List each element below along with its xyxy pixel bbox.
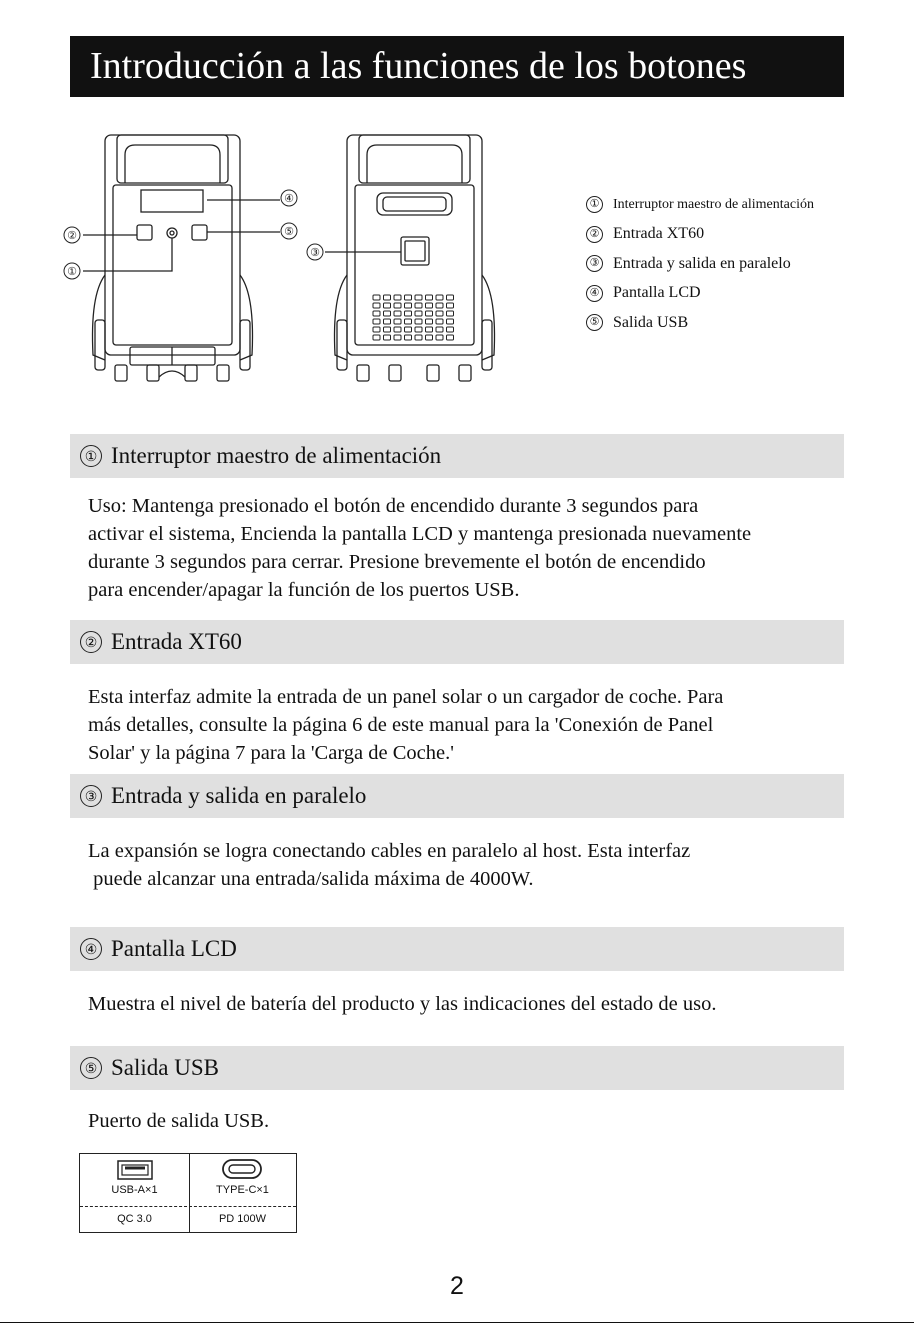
vent-slot bbox=[415, 319, 422, 324]
vent-slot bbox=[384, 319, 391, 324]
vent-grille bbox=[373, 295, 454, 340]
legend bbox=[586, 190, 814, 338]
callout-3: ③ bbox=[310, 247, 320, 259]
vent-slot bbox=[426, 335, 433, 340]
body-line: durante 3 segundos para cerrar. Presione brevemente el botón de encendido bbox=[88, 551, 706, 573]
vent-slot bbox=[447, 319, 454, 324]
body-line: Esta interfaz admite la entrada de un panel solar o un cargador de coche. Para bbox=[88, 686, 724, 708]
vent-slot bbox=[373, 303, 380, 308]
section-number: ① bbox=[80, 445, 102, 467]
vent-slot bbox=[415, 303, 422, 308]
legend-label: Interruptor maestro de alimentación bbox=[613, 196, 814, 212]
section-heading-xt60 bbox=[70, 620, 844, 664]
usb-a-icon bbox=[117, 1160, 153, 1180]
vent-slot bbox=[436, 335, 443, 340]
section-heading-parallel bbox=[70, 774, 844, 818]
legend-number: ⑤ bbox=[586, 314, 603, 331]
page-title: Introducción a las funciones de los botones bbox=[70, 36, 844, 97]
section-title: Salida USB bbox=[111, 1055, 219, 1080]
legend-item bbox=[586, 279, 814, 309]
vent-slot bbox=[415, 335, 422, 340]
vent-slot bbox=[415, 311, 422, 316]
section-number: ② bbox=[80, 631, 102, 653]
vent-slot bbox=[405, 327, 412, 332]
page-number: 2 bbox=[450, 1272, 464, 1300]
body-line: Uso: Mantenga presionado el botón de encendido durante 3 segundos para bbox=[88, 495, 699, 517]
vent-slot bbox=[384, 327, 391, 332]
usb-port-table bbox=[79, 1153, 297, 1233]
section-heading-usb bbox=[70, 1046, 844, 1090]
legend-number: ① bbox=[586, 196, 603, 213]
section-body-usb bbox=[88, 1107, 856, 1135]
vent-slot bbox=[436, 327, 443, 332]
legend-number: ③ bbox=[586, 255, 603, 272]
legend-item bbox=[586, 308, 814, 338]
vent-slot bbox=[426, 303, 433, 308]
usb-c-icon bbox=[222, 1159, 262, 1179]
legend-number: ④ bbox=[586, 285, 603, 302]
section-body-power-switch bbox=[88, 492, 856, 604]
vent-slot bbox=[405, 295, 412, 300]
product-diagram bbox=[55, 125, 515, 390]
legend-label: Salida USB bbox=[613, 313, 689, 331]
vent-slot bbox=[405, 335, 412, 340]
power-button bbox=[167, 228, 177, 238]
body-line: activar el sistema, Encienda la pantalla LCD y mantenga presionada nuevamente bbox=[88, 523, 752, 545]
usb-a-label: USB-A×1 bbox=[111, 1184, 158, 1196]
usb-a-spec: QC 3.0 bbox=[117, 1213, 152, 1225]
section-body-lcd bbox=[88, 990, 856, 1018]
vent-slot bbox=[447, 311, 454, 316]
section-title: Interruptor maestro de alimentación bbox=[111, 443, 442, 468]
legend-item bbox=[586, 220, 814, 250]
vent-slot bbox=[447, 295, 454, 300]
vent-slot bbox=[447, 303, 454, 308]
body-line: Muestra el nivel de batería del producto y las indicaciones del estado de uso. bbox=[88, 993, 717, 1015]
section-heading-lcd bbox=[70, 927, 844, 971]
body-line: para encender/apagar la función de los puertos USB. bbox=[88, 579, 520, 601]
legend-number: ② bbox=[586, 226, 603, 243]
vent-slot bbox=[384, 303, 391, 308]
callout-1: ① bbox=[67, 266, 77, 278]
vent-slot bbox=[394, 335, 401, 340]
vent-slot bbox=[405, 303, 412, 308]
usb-a-column bbox=[80, 1154, 190, 1232]
section-title: Entrada y salida en paralelo bbox=[111, 783, 367, 808]
usb-port bbox=[192, 225, 207, 240]
vent-slot bbox=[394, 319, 401, 324]
callout-5: ⑤ bbox=[284, 226, 294, 238]
vent-slot bbox=[447, 327, 454, 332]
body-line: más detalles, consulte la página 6 de este manual para la 'Conexión de Panel bbox=[88, 714, 714, 736]
vent-slot bbox=[426, 311, 433, 316]
vent-slot bbox=[373, 311, 380, 316]
section-number: ④ bbox=[80, 938, 102, 960]
section-body-parallel bbox=[88, 837, 856, 893]
table-divider bbox=[80, 1206, 296, 1207]
vent-slot bbox=[373, 295, 380, 300]
vent-slot bbox=[415, 327, 422, 332]
vent-slot bbox=[436, 295, 443, 300]
legend-label: Entrada y salida en paralelo bbox=[613, 254, 791, 272]
legend-label: Entrada XT60 bbox=[613, 225, 705, 243]
vent-slot bbox=[384, 311, 391, 316]
section-number: ③ bbox=[80, 785, 102, 807]
vent-slot bbox=[436, 303, 443, 308]
vent-slot bbox=[436, 319, 443, 324]
vent-slot bbox=[384, 335, 391, 340]
lcd-screen bbox=[141, 190, 203, 212]
section-number: ⑤ bbox=[80, 1057, 102, 1079]
usb-c-spec: PD 100W bbox=[218, 1213, 267, 1225]
vent-slot bbox=[426, 319, 433, 324]
legend-label: Pantalla LCD bbox=[613, 284, 701, 302]
usb-c-column bbox=[189, 1154, 296, 1232]
bottom-rule bbox=[0, 1322, 914, 1323]
xt60-port bbox=[137, 225, 152, 240]
vent-slot bbox=[373, 319, 380, 324]
body-line: Solar' y la página 7 para la 'Carga de Coche.' bbox=[88, 742, 454, 764]
legend-item bbox=[586, 190, 814, 220]
legend-item bbox=[586, 249, 814, 279]
vent-slot bbox=[447, 335, 454, 340]
vent-slot bbox=[426, 327, 433, 332]
vent-slot bbox=[436, 311, 443, 316]
vent-slot bbox=[405, 311, 412, 316]
section-heading-power-switch bbox=[70, 434, 844, 478]
body-line: puede alcanzar una entrada/salida máxima de 4000W. bbox=[88, 868, 534, 890]
section-title: Entrada XT60 bbox=[111, 629, 242, 654]
vent-slot bbox=[415, 295, 422, 300]
vent-slot bbox=[394, 295, 401, 300]
vent-slot bbox=[426, 295, 433, 300]
body-line: La expansión se logra conectando cables en paralelo al host. Esta interfaz bbox=[88, 840, 691, 862]
vent-slot bbox=[373, 335, 380, 340]
vent-slot bbox=[394, 303, 401, 308]
vent-slot bbox=[394, 327, 401, 332]
back-view-unit bbox=[335, 135, 495, 381]
vent-slot bbox=[405, 319, 412, 324]
callout-4: ④ bbox=[284, 193, 294, 205]
callout-2: ② bbox=[67, 230, 77, 242]
body-line: Puerto de salida USB. bbox=[88, 1110, 270, 1132]
vent-slot bbox=[373, 327, 380, 332]
vent-slot bbox=[384, 295, 391, 300]
section-body-xt60 bbox=[88, 683, 856, 767]
vent-slot bbox=[394, 311, 401, 316]
section-title: Pantalla LCD bbox=[111, 936, 237, 961]
usb-c-label: TYPE-C×1 bbox=[216, 1184, 269, 1196]
